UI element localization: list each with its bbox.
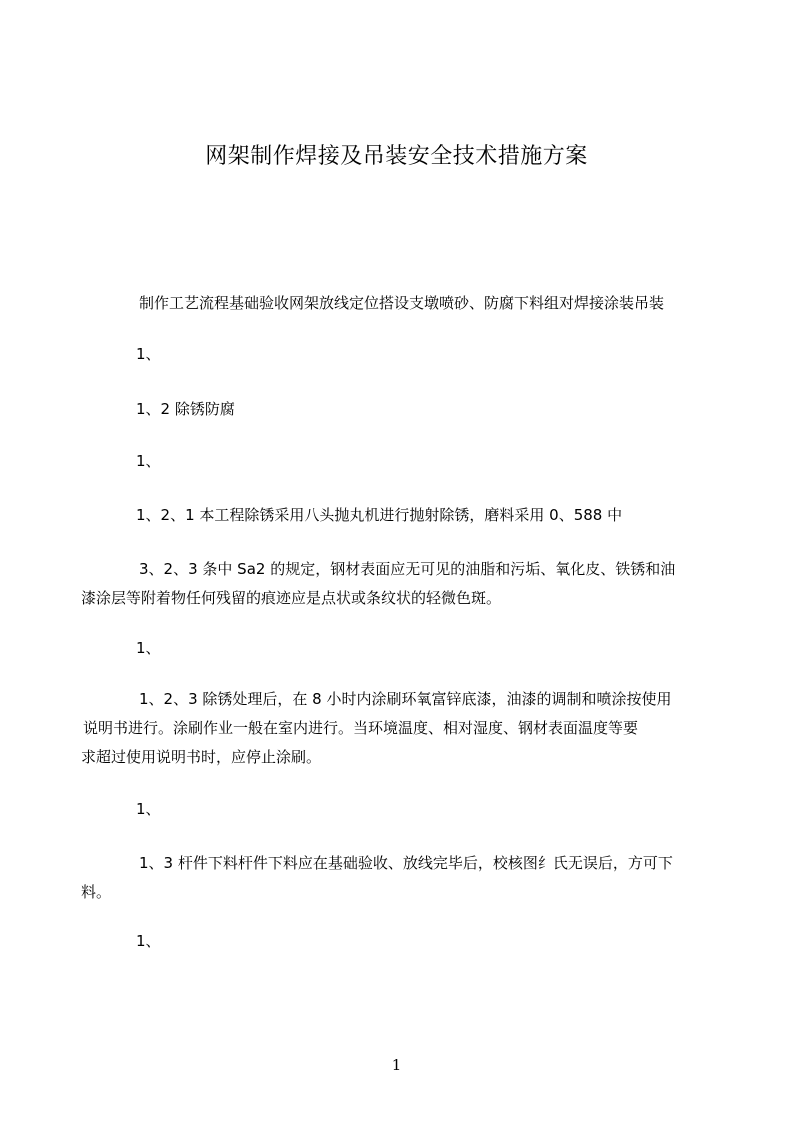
paragraph-line: 求超过使用说明书时，应停止涂刷。 (81, 748, 322, 766)
paragraph-body (81, 685, 671, 772)
paragraph-line: 1、2 除锈防腐 (136, 400, 235, 418)
paragraph-process-flow (139, 289, 664, 318)
paragraph-heading (136, 340, 161, 369)
document-title: 网架制作焊接及吊装安全技术措施方案 (205, 144, 588, 169)
paragraph-body (136, 501, 622, 530)
paragraph-body (81, 849, 673, 907)
paragraph-line: 3、2、3 条中 Sa2 的规定，钢材表面应无可见的油脂和污垢、氧化皮、铁锈和油 (139, 560, 676, 578)
paragraph-heading (136, 927, 161, 956)
page-number: 1 (391, 1056, 402, 1074)
paragraph-body (81, 555, 675, 613)
paragraph-line: 1、2、3 除锈处理后，在 8 小时内涂刷环氧富锌底漆，油漆的调制和喷涂按使用 (139, 690, 672, 708)
paragraph-line: 说明书进行。涂刷作业一般在室内进行。当环境温度、相对湿度、钢材表面温度等要 (83, 719, 639, 737)
paragraph-heading (136, 634, 161, 663)
paragraph-line: 1、 (136, 639, 161, 657)
paragraph-line: 制作工艺流程基础验收网架放线定位搭设支墩喷砂、防腐下料组对焊接涂装吊装 (139, 294, 665, 312)
paragraph-heading (136, 447, 161, 476)
paragraph-line: 漆涂层等附着物任何残留的痕迹应是点状或条纹状的轻微色斑。 (81, 589, 502, 607)
paragraph-heading (136, 795, 161, 824)
paragraph-heading (136, 395, 235, 424)
paragraph-line: 1、 (136, 800, 161, 818)
paragraph-line: 料。 (81, 883, 112, 901)
paragraph-line: 1、 (136, 345, 161, 363)
paragraph-line: 1、 (136, 932, 161, 950)
paragraph-line: 1、 (136, 452, 161, 470)
paragraph-line: 1、3 杆件下料杆件下料应在基础验收、放线完毕后，校核图纟氏无误后，方可下 (139, 854, 673, 872)
paragraph-line: 1、2、1 本工程除锈采用八头抛丸机进行抛射除锈，磨料采用 0、588 中 (136, 506, 623, 524)
